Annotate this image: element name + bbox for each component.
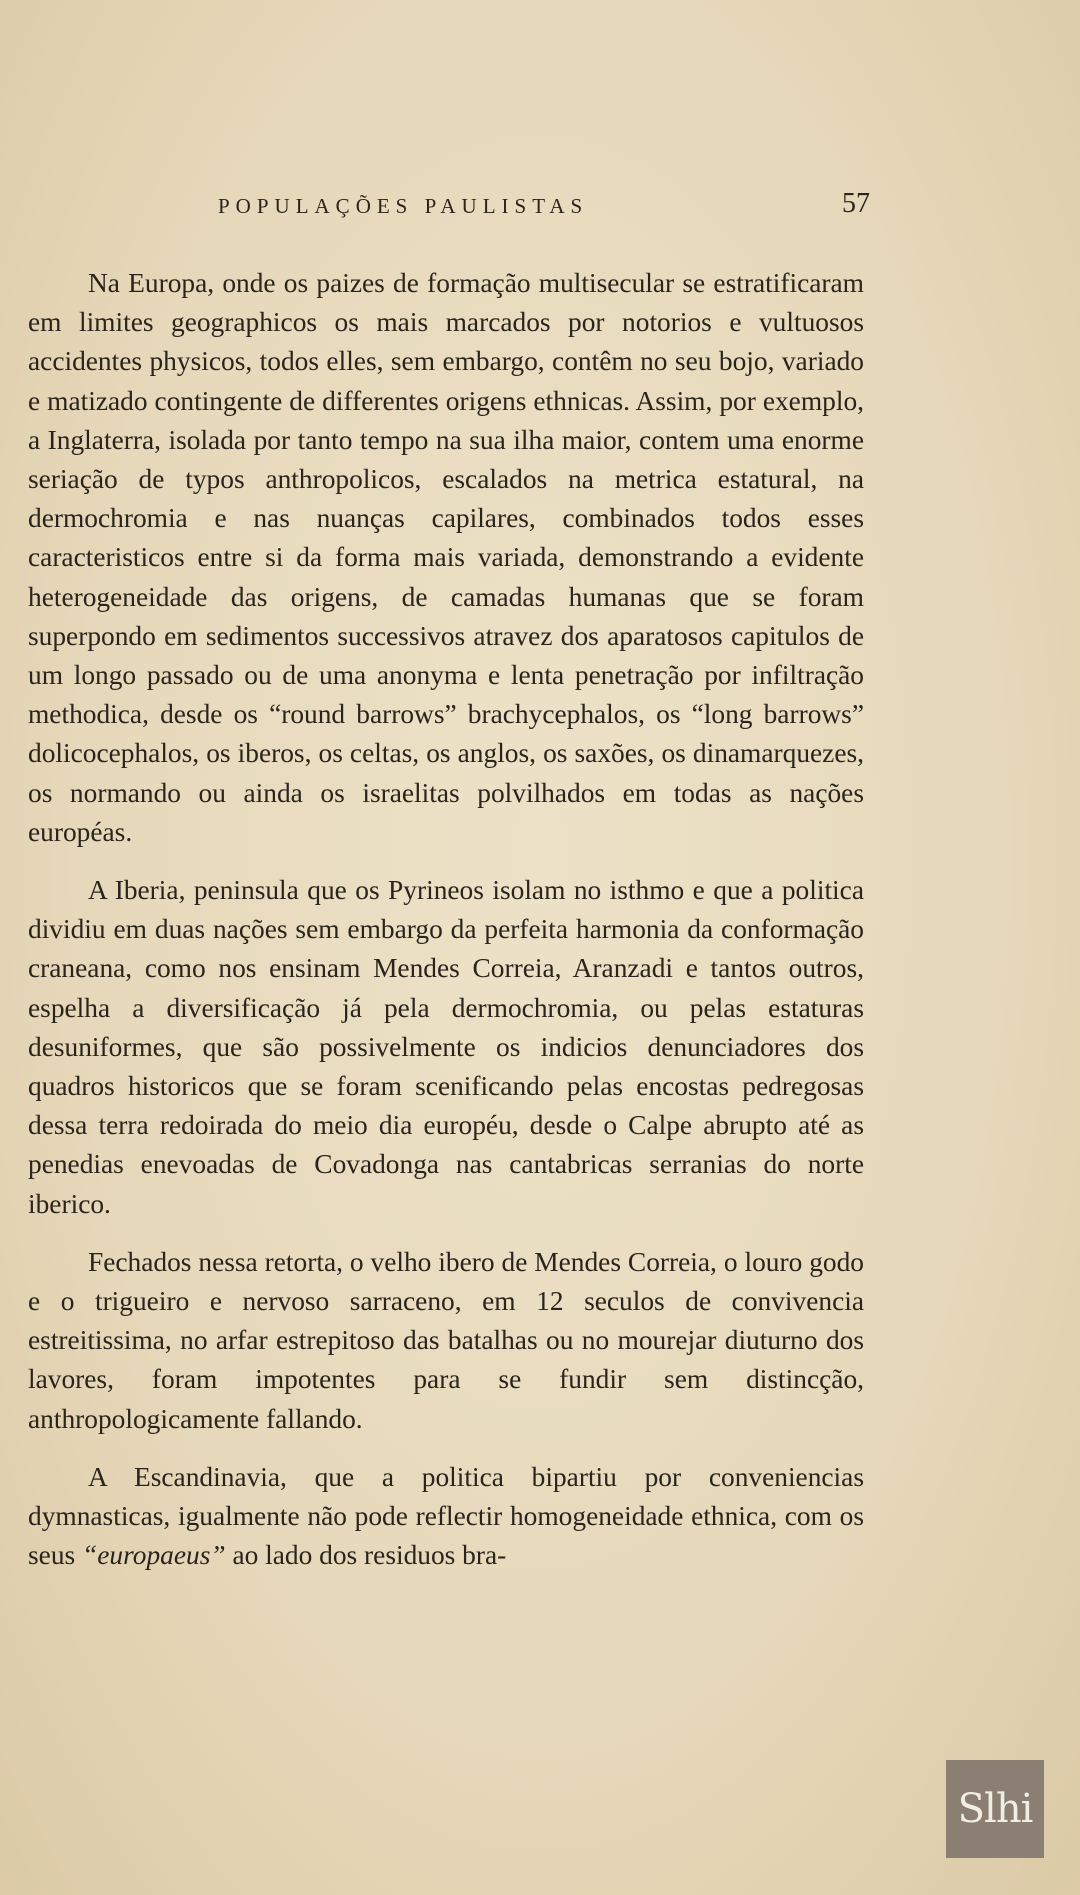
paragraph [28, 1458, 864, 1576]
paragraph-text: A Escandinavia, que a politica bipartiu por conveniencias dymnasticas, igualmente não pode reflectir homogeneidade ethnica, com os seus [28, 1461, 864, 1571]
page-number: 57 [842, 188, 870, 219]
page-header [28, 188, 870, 232]
running-title: POPULAÇÕES PAULISTAS [218, 194, 589, 218]
paragraph: Fechados nessa retorta, o velho ibero de Mendes Correia, o louro godo e o trigueiro e nervoso sarraceno, em 12 seculos de convivencia estreitissima, no arfar estrepitoso das batalhas ou no mourejar diuturno dos lavores, foram impotentes para se fundir sem distincção, anthropologicamente fallando. [28, 1246, 864, 1434]
body-text [28, 264, 864, 1576]
library-logo-watermark: Slhi [946, 1760, 1044, 1858]
paragraph: A Iberia, peninsula que os Pyrineos isolam no isthmo e que a politica dividiu em duas nações sem embargo da perfeita harmonia da conformação craneana, como nos ensinam Mendes Correia, Aranzadi e tantos outros, espelha a diversificação já pela dermochromia, ou pelas estaturas desuniformes, que são possivelmente os indicios denunciadores dos quadros historicos que se foram scenificando pelas encostas pedregosas dessa terra redoirada do meio dia européu, desde o Calpe abrupto até as penedias enevoadas de Covadonga nas cantabricas serranias do norte iberico. [28, 875, 864, 1219]
paragraph-text: ao lado dos residuos bra- [225, 1540, 507, 1571]
emphasis-term: “europaeus” [82, 1540, 226, 1571]
paragraph: Na Europa, onde os paizes de formação multisecular se estratificaram em limites geographicos os mais marcados por notorios e vultuosos accidentes physicos, todos elles, sem embargo, contêm no seu bojo, variado e matizado contingente de differentes origens ethnicas. Assim, por exemplo, a Inglaterra, isolada por tanto tempo na sua ilha maior, contem uma enorme seriação de typos anthropolicos, escalados na metrica estatural, na dermochromia e nas nuanças capilares, combinados todos esses caracteristicos entre si da forma mais variada, demonstrando a evidente heterogeneidade das origens, de camadas humanas que se foram superpondo em sedimentos successivos atravez dos aparatosos capitulos de um longo passado ou de uma anonyma e lenta penetração por infiltração methodica, desde os “round barrows” brachycephalos, os “long barrows” dolicocephalos, os iberos, os celtas, os anglos, os saxões, os dinamarquezes, os normando ou ainda os israelitas polvilhados em todas as nações européas. [28, 268, 864, 847]
